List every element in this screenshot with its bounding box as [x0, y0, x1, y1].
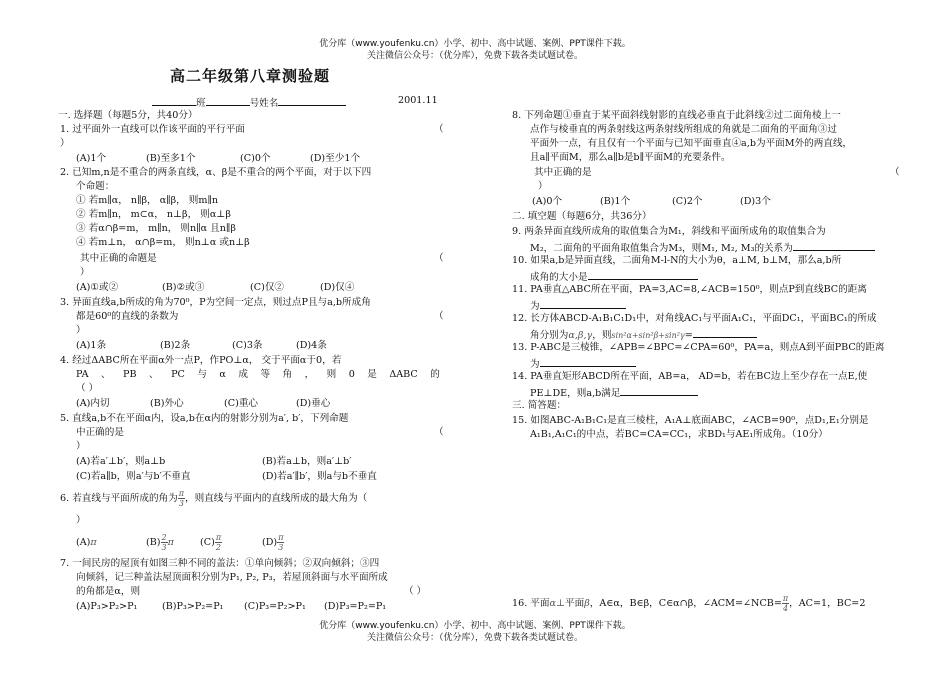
q12-line-2: 角分别为α,β,γ，则sin²α+sin²β+sin²γ=	[530, 327, 757, 342]
q10-line-1: 10. 如果a,b是异面直线，二面角M-l-N的大小为θ，a⊥M, b⊥M，那么a,b所	[512, 255, 842, 266]
q2-prop-2: ② 若m∥n， m⊂α， n⊥β， 则α⊥β	[76, 209, 231, 220]
q4-option-c: (C)重心	[224, 398, 259, 409]
student-info: 班 号姓名	[152, 95, 346, 110]
q7-option-b: (B)P₃>P₂=P₁	[162, 601, 224, 612]
q3-paren-close: ）	[76, 325, 86, 336]
q11-line-1: 11. PA垂直△ABC所在平面，PA=3,AC=8,∠ACB=150⁰，则点P到直线BC的距离	[512, 284, 867, 295]
q8-paren: （	[890, 167, 900, 178]
q8-paren-close: ）	[538, 181, 548, 192]
q6-option-c: (C) $\frac{\pi}{2}$	[200, 533, 222, 552]
q9-line-1: 9. 两条异面直线所成角的取值集合为M₁，斜线和平面所成角的取值集合为	[512, 226, 826, 237]
q1-paren-close: ）	[60, 138, 70, 149]
q5-paren: （	[434, 427, 444, 438]
q4-line-2: PA 、 PB 、 PC 与 α 成 等 角 ， 则 0 是 ΔABC 的	[76, 369, 440, 380]
q5-option-c: (C)若a∥b，则a′与b′不垂直	[76, 471, 191, 482]
q3-option-a: (A)1条	[76, 340, 107, 351]
q4-option-d: (D)垂心	[296, 398, 331, 409]
q2-line-1: 2. 已知m,n是不重合的两条直线，α、β是不重合的两个平面，对于以下四	[60, 167, 372, 178]
q12-answer-blank[interactable]	[693, 327, 757, 338]
q16-fraction: $\frac{\pi}{4}$	[782, 594, 789, 613]
q16-line-1: 16. 平面α⊥平面β，A∈α，B∈β，C∈α∩β，∠ACM=∠NCB= $\frac{\pi}{4}$ ，AC=1，BC=2	[512, 594, 866, 613]
q1-option-c: (C)0个	[240, 153, 271, 164]
q5-line-1: 5. 直线a,b不在平面α内，设a,b在α内的射影分别为a′, b′，下列命题	[60, 413, 349, 424]
q1-option-b: (B)至多1个	[146, 153, 196, 164]
q8-line-3: 平面外一点，有且仅有一个平面与已知平面垂直④a,b为平面M外的两直线，	[530, 138, 853, 149]
q13-line-1: 13. P-ABC是三棱锥，∠APB=∠BPC=∠CPA=60⁰，PA=a，则点A到平面PBC的距离	[512, 342, 885, 353]
q5-line-2: 中正确的是	[76, 427, 124, 438]
class-blank	[152, 95, 196, 106]
q2-prop-3: ③ 若α∩β=m， m∥n， 则n∥α 且n∥β	[76, 223, 236, 234]
q3-option-c: (C)3条	[232, 340, 263, 351]
q2-paren-close: ）	[80, 267, 90, 278]
q2-ask: 其中正确的命题是	[80, 253, 157, 264]
q6-option-b: (B) $\frac{2}{3}$ π	[146, 533, 174, 552]
q7-option-a: (A)P₃>P₂>P₁	[76, 601, 138, 612]
header-line-1: 优分库（www.youfenku.cn）小学、初中、高中试题、案例、PPT课件下载。	[319, 39, 631, 49]
q4-line-1: 4. 经过ΔABC所在平面α外一点P，作PO⊥α， 交于平面α于0，若	[60, 355, 342, 366]
q13-answer-blank[interactable]	[540, 356, 636, 367]
q8-option-c: (C)2个	[672, 196, 703, 207]
q10-answer-blank[interactable]	[588, 269, 698, 280]
q2-option-a: (A)①或②	[76, 282, 119, 293]
q2-line-2: 个命题：	[76, 181, 115, 192]
q6-paren-close: ）	[76, 515, 86, 526]
section-fill: 二. 填空题（每题6分，共36分）	[512, 211, 652, 222]
q1-option-d: (D)至少1个	[310, 153, 361, 164]
q7-paren: （ ）	[404, 586, 427, 597]
q2-option-b: (B)②或③	[162, 282, 205, 293]
q12-line-1: 12. 长方体ABCD-A₁B₁C₁D₁中，对角线AC₁与平面A₁C₁，平面DC₁，平面BC₁的所成	[512, 313, 877, 324]
q2-option-c: (C)仅②	[250, 282, 285, 293]
q8-line-4: 且a∥平面M，那么a∥b是b∥平面M的充要条件。	[530, 152, 731, 163]
page-title: 高二年级第八章测验题	[170, 67, 331, 85]
q7-line-1: 7. 一间民房的屋顶有如图三种不同的盖法：①单向倾斜；②双向倾斜；③四	[60, 558, 380, 569]
q10-line-2: 成角的大小是	[530, 269, 698, 284]
q5-option-a: (A)若a′⊥b′，则a⊥b	[76, 456, 166, 467]
q4-option-a: (A)内切	[76, 398, 110, 409]
q5-paren-close: ）	[76, 441, 86, 452]
q1-stem: 1. 过平面外一直线可以作该平面的平行平面	[60, 124, 245, 135]
q4-option-b: (B)外心	[150, 398, 184, 409]
q11-line-2: 为	[530, 298, 626, 313]
q15-line-2: A₁B₁,A₁C₁的中点，若BC=CA=CC₁，求BD₁与AE₁所成角。（10分）	[530, 429, 828, 440]
section-choice: 一. 选择题（每题5分，共40分）	[58, 110, 198, 121]
section-answer: 三. 简答题：	[512, 400, 567, 411]
q7-option-d: (D)P₃=P₂=P₁	[324, 601, 387, 612]
q8-line-2: 点作与棱垂直的两条射线这两条射线所组成的角就是二面角的平面角③过	[530, 124, 837, 135]
q8-option-d: (D)3个	[740, 196, 771, 207]
q3-line-2: 都是60⁰的直线的条数为	[76, 311, 179, 322]
q1-paren: （	[434, 124, 444, 135]
q3-paren: （	[434, 311, 444, 322]
q8-ask: 其中正确的是	[534, 167, 592, 178]
q2-paren: （	[434, 253, 444, 264]
q14-line-1: 14. PA垂直矩形ABCD所在平面，AB=a， AD=b，若在BC边上至少存在一点E,使	[512, 371, 868, 382]
q9-line-2: M₂，二面角的平面角取值集合为M₃，则M₁, M₂, M₃的关系为	[530, 240, 875, 255]
q3-line-1: 3. 异面直线a,b所成的角为70⁰，P为空间一定点，则过点P且与a,b所成角	[60, 297, 371, 308]
q14-line-2: PE⊥DE，则a,b满足	[530, 385, 698, 400]
q11-answer-blank[interactable]	[540, 298, 626, 309]
exam-date: 2001.11	[398, 95, 438, 106]
q5-option-d: (D)若a′∥b′，则a与b不垂直	[262, 471, 377, 482]
q8-line-1: 8. 下列命题①垂直于某平面斜线射影的直线必垂直于此斜线②过二面角棱上一	[512, 110, 841, 121]
q6-fraction: $\frac{\pi}{3}$	[178, 489, 184, 508]
footer-line-2: 关注微信公众号：（优分库），免费下载各类试题试卷。	[366, 633, 583, 643]
q2-prop-1: ① 若m∥α， n∥β， α∥β， 则m∥n	[76, 195, 219, 206]
q7-option-c: (C)P₃=P₂>P₁	[244, 601, 306, 612]
q15-line-1: 15. 如图ABC-A₁B₁C₁是直三棱柱，A₁A⊥底面ABC，∠ACB=90⁰，点D₁,E₁分别是	[512, 415, 869, 426]
q9-answer-blank[interactable]	[793, 240, 875, 251]
q3-option-d: (D)4条	[296, 340, 327, 351]
footer-line-1: 优分库（www.youfenku.cn）小学、初中、高中试题、案例、PPT课件下载。	[319, 621, 631, 631]
q6-option-a: (A)π	[76, 537, 97, 548]
q7-line-3: 的角都是α，则	[76, 586, 141, 597]
header-line-2: 关注微信公众号：（优分库），免费下载各类试题试卷。	[366, 51, 583, 61]
name-blank	[278, 95, 346, 106]
q6-option-d: (D) $\frac{\pi}{3}$	[262, 533, 284, 552]
q3-option-b: (B)2条	[160, 340, 191, 351]
q1-option-a: (A)1个	[76, 153, 107, 164]
q6-line-1: 6. 若直线与平面所成的角为 $\frac{\pi}{3}$ ，则直线与平面内的直线所成的最大角为（	[60, 489, 368, 508]
q2-option-d: (D)仅④	[320, 282, 355, 293]
q8-option-b: (B)1个	[600, 196, 631, 207]
q7-line-2: 向倾斜，记三种盖法屋顶面积分别为P₁, P₂, P₃，若屋顶斜面与水平面所成	[76, 572, 388, 583]
q13-line-2: 为	[530, 356, 636, 371]
q5-option-b: (B)若a⊥b，则a′⊥b′	[262, 456, 352, 467]
q14-answer-blank[interactable]	[620, 385, 698, 396]
number-blank	[206, 95, 250, 106]
q4-paren: （ ）	[76, 383, 99, 394]
q2-prop-4: ④ 若m⊥n， α∩β=m， 则n⊥α 或n⊥β	[76, 237, 250, 248]
q8-option-a: (A)0个	[532, 196, 563, 207]
